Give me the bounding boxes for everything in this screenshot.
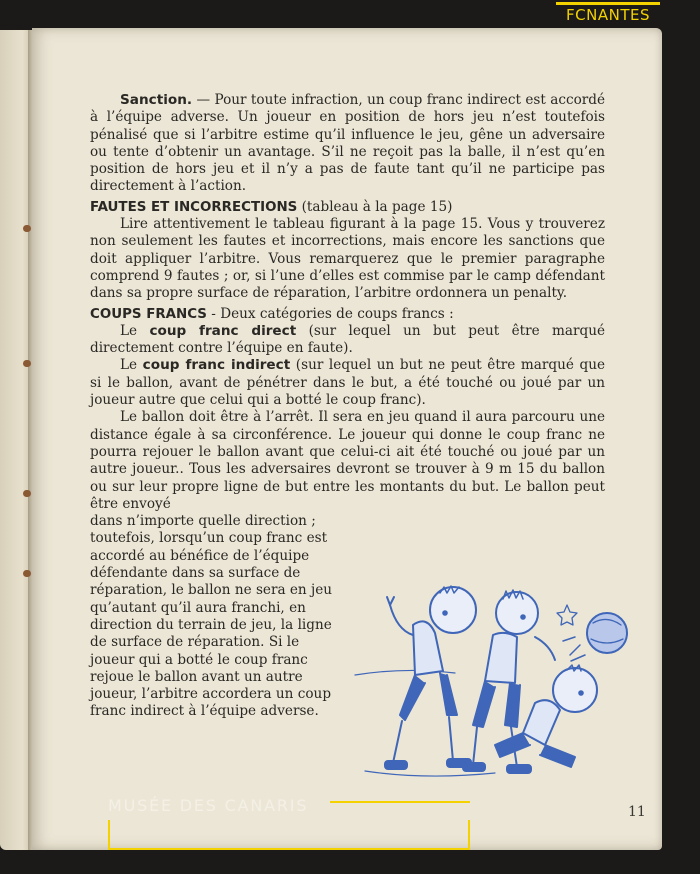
museum-frame (108, 820, 470, 850)
fautes-heading: FAUTES ET INCORRECTIONS (90, 199, 298, 215)
staple-mark (23, 360, 31, 367)
fautes-ref: (tableau à la page 15) (297, 198, 453, 215)
staple-mark (23, 570, 31, 577)
indirect-text: (sur lequel un but ne peut être marqué que si le ballon, avant de pénétrer dans le but, a été touché ou joué par un joueur autre que celui qui a botté le coup franc). (90, 357, 606, 409)
indirect-pre: Le (120, 357, 143, 374)
coups-heading: COUPS FRANCS (90, 306, 207, 322)
sanction-paragraph (90, 92, 605, 196)
logo-text: FCNANTES (566, 6, 650, 24)
coups-intro: - Deux catégories de coups francs : (206, 305, 454, 322)
direct-term: coup franc direct (149, 322, 297, 339)
logo-bar (556, 2, 660, 5)
narrow-paragraph: dans n’importe quelle direction ; toutefois, lorsqu’un coup franc est accordé au bénéfice de l’équipe défendante dans sa surface de réparation, le ballon ne sera en jeu qu’autant qu’il aura franchi, en direction du terrain de jeu, la ligne de surface de réparation. Si le joueur qui a botté le coup franc rejoue le ballon avant un autre joueur, l’arbitre accordera un coup franc indirect à l’équipe adverse. (90, 513, 333, 720)
indirect-paragraph (90, 357, 605, 409)
direct-pre: Le (120, 322, 150, 339)
page-number: 11 (628, 804, 646, 820)
direct-paragraph (90, 323, 605, 358)
staple-mark (23, 225, 31, 232)
museum-label: MUSÉE DES CANARIS (108, 796, 309, 815)
staple-mark (23, 490, 31, 497)
museum-frame-top (330, 801, 470, 803)
coups-heading-line (90, 306, 605, 323)
ballon-paragraph: Le ballon doit être à l’arrêt. Il sera en jeu quand il aura parcouru une distance égale à sa circonférence. Le joueur qui donne le coup franc ne pourra rejouer le ballon avant que celui-ci ait été touché ou joué par un autre joueur.. Tous les adversaires devront se trouver à 9 m 15 du ballon ou sur leur propre ligne de but entre les montants du but. Le ballon peut être envoyé (90, 409, 605, 512)
direct-text: (sur lequel un but peut être marqué directement contre l’équipe en faute). (90, 322, 605, 357)
indirect-term: coup franc indirect (142, 357, 291, 374)
sanction-label: Sanction. (120, 92, 193, 108)
fautes-heading-line (90, 199, 605, 216)
fcnantes-logo (556, 0, 660, 28)
sanction-text: — Pour toute infraction, un coup franc indirect est accordé à l’équipe adverse. Un joueur en position de hors jeu n’est toutefois pénalisé que si l’arbitre estime qu’il influence le jeu, gêne un adversaire ou tente d’obtenir un avantage. S’il ne reçoit pas la balle, il n’est qu’en position de hors jeu et il n’y a pas de faute tant qu’il ne participe pas directement à l’action. (90, 92, 605, 195)
fautes-paragraph: Lire attentivement le tableau figurant à la page 15. Vous y trouverez non seulement les fautes et incorrections, mais encore les sanctions que doit appliquer l’arbitre. Vous remarquerez que le premier paragraphe comprend 9 fautes ; or, si l’une d’elles est commise par le camp défendant dans sa propre surface de réparation, l’arbitre ordonnera un penalty. (90, 216, 605, 302)
footballers-illustration (345, 575, 645, 790)
